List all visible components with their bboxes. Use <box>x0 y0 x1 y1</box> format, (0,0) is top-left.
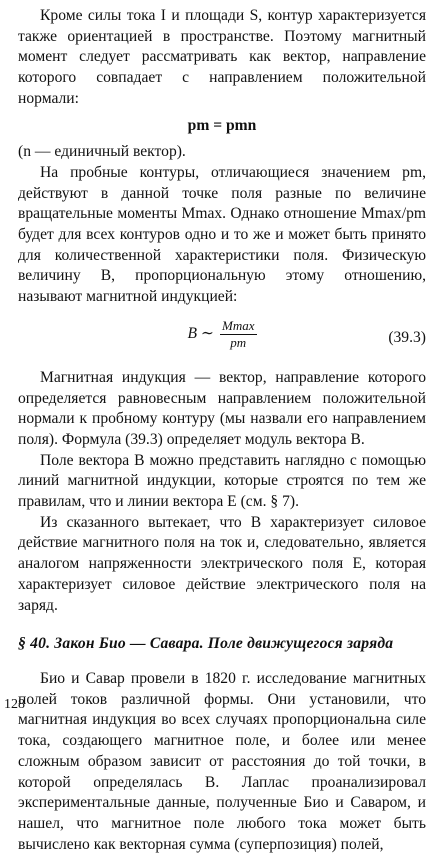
section-heading: § 40. Закон Био — Савара. Поле движущегося заряда <box>18 635 394 653</box>
equation-number: (39.3) <box>388 328 426 346</box>
equation-magnetic-moment: pm = pmn <box>187 116 257 134</box>
paragraph-field-lines: Поле вектора B можно представить наглядно с помощью линий магнитной индукции, которые строятся по тем же правилам, что и линии вектора E (см. § 7). <box>18 451 426 511</box>
equation-fraction <box>220 318 257 351</box>
page-number: 128 <box>4 697 25 713</box>
paragraph-torque: На пробные контуры, отличающиеся значением pm, действуют в данной точке поля разные по величине вращательные моменты Mmax. Однако отношение Mmax/pm будет для всех контуров одно и то же и может быть принято для количественной характеристики поля. Физическую величину B, пропорциональную этому отношению, называют магнитной индукцией: <box>18 163 426 306</box>
paragraph-analogy: Из сказанного вытекает, что B характеризует силовое действие магнитного поля на ток и, следовательно, является аналогом напряженности электрического поля E, которая характеризует силовое действие электрического поля на заряд. <box>18 513 426 614</box>
paragraph-contour-orientation: Кроме силы тока I и площади S, контур характеризуется также ориентацией в пространстве. Поэтому магнитный момент следует рассматривать как вектор, направление которого совпадает с направлением положительной нормали: <box>18 7 426 107</box>
equation-lhs: B ∼ <box>187 324 214 342</box>
equation-39-3 <box>18 314 426 358</box>
fraction-numerator: Mmax <box>222 317 255 333</box>
paragraph-induction-vector: Магнитная индукция — вектор, направление которого определяется равновесным направлением положительной нормали к пробному контуру (мы назвали его направлением поля). Формула (39.3) определяет модуль вектора B. <box>18 368 426 448</box>
paragraph-unit-vector: (n — единичный вектор). <box>18 143 186 161</box>
paragraph-biot-savart: Био и Савар провели в 1820 г. исследование магнитных полей токов различной формы. Они установили, что магнитная индукция во всех случаях пропорциональна силе тока, создающего магнитное поле, и более или менее сложным образом зависит от расстояния до той точки, в которой определялась B. Лаплас проанализировал экспериментальные данные, полученные Био и Саваром, и нашел, что магнитное поле любого тока может быть вычислено как векторная сумма (суперпозиция) полей, <box>18 669 426 853</box>
fraction-denominator: pm <box>230 334 247 350</box>
